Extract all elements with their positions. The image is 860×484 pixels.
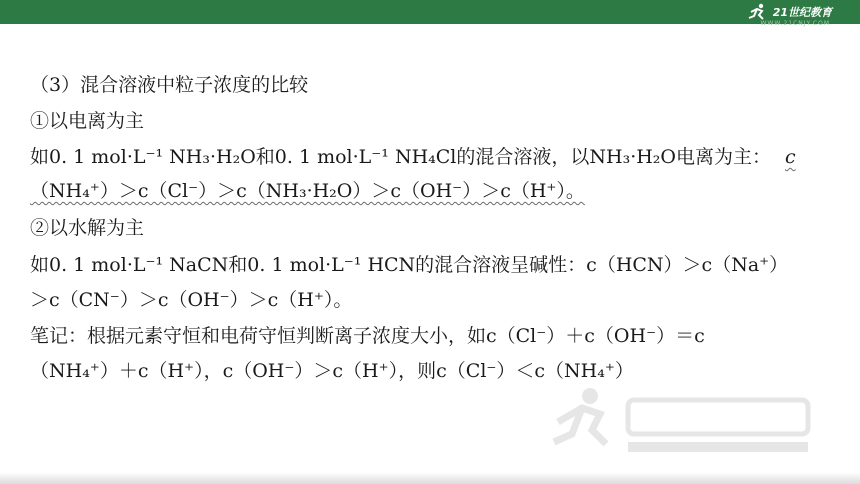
case1-line-b-text: （NH₄⁺）＞c（Cl⁻）＞c（NH₃·H₂O）＞c（OH⁻）＞c（H⁺）。 [30, 180, 585, 202]
case1-line-a-text: 如0. 1 mol·L⁻¹ NH₃·H₂O和0. 1 mol·L⁻¹ NH₄Cl的混合溶液，以NH₃·H₂O电离为主： [30, 146, 771, 168]
header-bar [0, 0, 860, 27]
note-line-b: （NH₄⁺）＋c（H⁺），c（OH⁻）＞c（H⁺），则c（Cl⁻）＜c（NH₄⁺） [30, 360, 634, 382]
logo-text: 21世纪教育 [772, 6, 832, 19]
bottom-edge [0, 472, 860, 484]
case1-line-b [30, 176, 585, 206]
case1-line-a [30, 142, 796, 172]
note-line-a: 笔记：根据元素守恒和电荷守恒判断离子浓度大小，如c（Cl⁻）＋c（OH⁻）＝c [30, 325, 705, 347]
logo-url: WWW.21CNJY.COM [760, 20, 830, 27]
case1-c-symbol: c [785, 146, 796, 168]
case2-heading: ②以水解为主 [30, 217, 145, 239]
case1-heading: ①以电离为主 [30, 110, 145, 132]
runner-logo-icon [747, 3, 769, 21]
section-title: （3）混合溶液中粒子浓度的比较 [30, 74, 309, 96]
case2-line-a: 如0. 1 mol·L⁻¹ NaCN和0. 1 mol·L⁻¹ HCN的混合溶液呈碱性：c（HCN）＞c（Na⁺） [30, 254, 789, 276]
case2-line-b: ＞c（CN⁻）＞c（OH⁻）＞c（H⁺）。 [30, 289, 353, 311]
brand-logo [747, 2, 832, 22]
watermark-logo-icon [548, 382, 818, 462]
